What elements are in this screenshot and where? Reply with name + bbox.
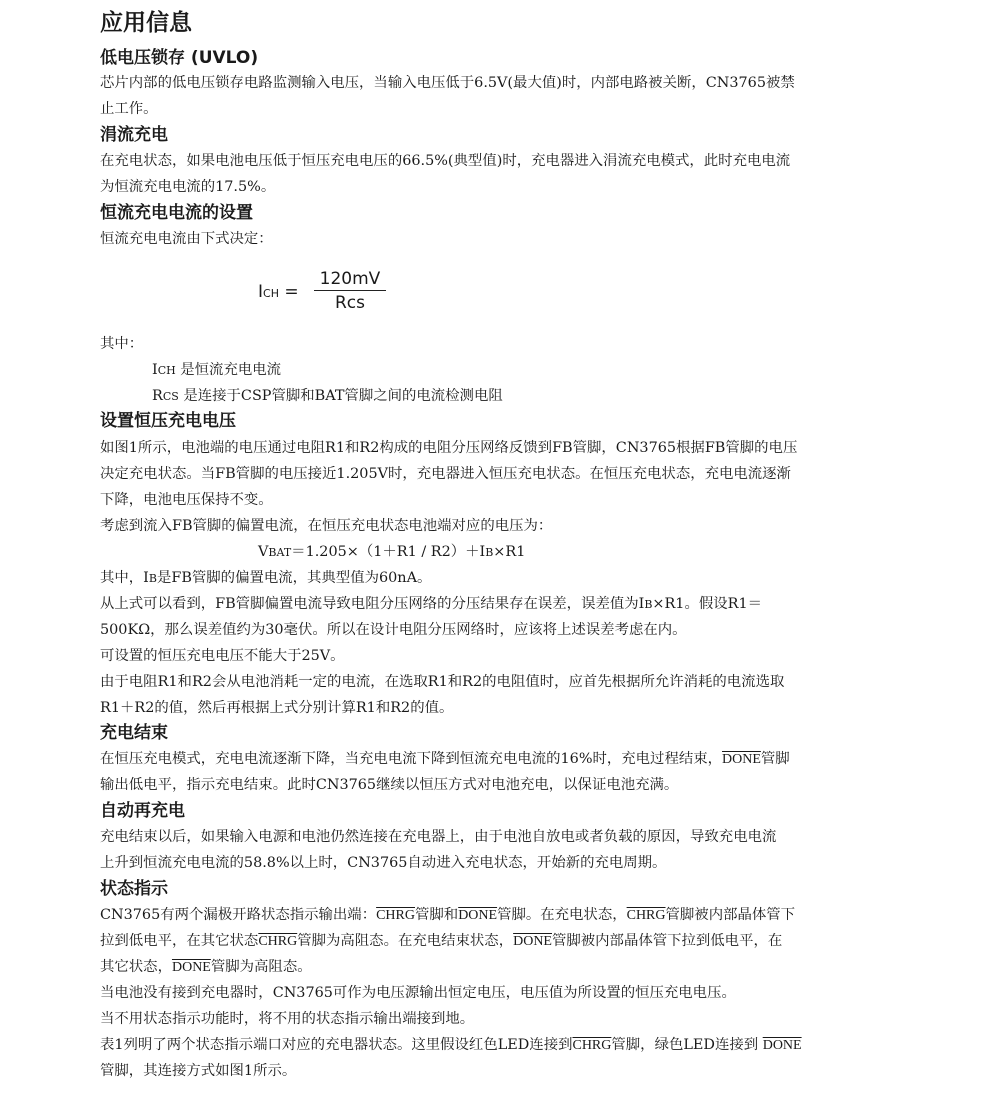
heading-cv: 设置恒压充电电压: [100, 411, 236, 431]
heading-uvlo: 低电压锁存 (UVLO): [100, 48, 259, 68]
cc-def-rcs: RCS 是连接于CSP管脚和BAT管脚之间的电流检测电阻: [152, 388, 503, 404]
heading-recharge: 自动再充电: [100, 801, 185, 821]
cv-line-9: 由于电阻R1和R2会从电池消耗一定的电流，在选取R1和R2的电阻值时，应首先根据所允许消耗的电流选取: [100, 674, 785, 690]
heading-cc: 恒流充电电流的设置: [100, 203, 253, 223]
cv-line-1: 如图1所示，电池端的电压通过电阻R1和R2构成的电阻分压网络反馈到FB管脚，CN3765根据FB管脚的电压: [100, 440, 798, 456]
done-pin-label: DONE: [458, 908, 498, 923]
done-pin-label: DONE: [171, 960, 211, 975]
status-line-6: 表1列明了两个状态指示端口对应的充电器状态。这里假设红色LED连接到CHRG管脚，绿色LED连接到 DONE: [100, 1037, 802, 1053]
done-pin-label: DONE: [513, 934, 552, 949]
status-line-7: 管脚，其连接方式如图1所示。: [100, 1063, 297, 1079]
cv-line-4: 考虑到流入FB管脚的偏置电流，在恒压充电状态电池端对应的电压为：: [100, 518, 553, 534]
cv-line-8: 可设置的恒压充电电压不能大于25V。: [100, 648, 345, 664]
formula-fraction: [314, 268, 386, 315]
end-line-2: 输出低电平，指示充电结束。此时CN3765继续以恒压方式对电池充电，以保证电池充满。: [100, 777, 679, 793]
cv-equation: VBAT＝1.205×（1＋R1 / R2）＋IB×R1: [258, 544, 526, 560]
heading-trickle: 涓流充电: [100, 125, 168, 145]
status-line-5: 当不用状态指示功能时，将不用的状态指示输出端接到地。: [100, 1011, 475, 1027]
recharge-line-1: 充电结束以后，如果输入电源和电池仍然连接在充电器上，由于电池自放电或者负载的原因，导致充电电流: [100, 829, 777, 845]
trickle-line-1: 在充电状态，如果电池电压低于恒压充电电压的66.5%(典型值)时，充电器进入涓流充电模式，此时充电电流: [100, 153, 791, 169]
chrg-pin-label: CHRG: [376, 908, 415, 923]
end-line-1: 在恒压充电模式，充电电流逐渐下降，当充电电流下降到恒流充电电流的16%时，充电过程结束，DONE管脚: [100, 751, 790, 767]
status-line-3: 其它状态，DONE管脚为高阻态。: [100, 959, 312, 975]
uvlo-line-1: 芯片内部的低电压锁存电路监测输入电压，当输入电压低于6.5V(最大值)时，内部电路被关断，CN3765被禁: [100, 75, 795, 91]
trickle-line-2: 为恒流充电电流的17.5%。: [100, 179, 276, 195]
cv-line-10: R1＋R2的值，然后再根据上式分别计算R1和R2的值。: [100, 700, 454, 716]
chrg-pin-label: CHRG: [572, 1038, 612, 1053]
recharge-line-2: 上升到恒流充电电流的58.8%以上时，CN3765自动进入充电状态，开始新的充电周期。: [100, 855, 667, 871]
heading-end: 充电结束: [100, 723, 168, 743]
cv-line-6: 从上式可以看到，FB管脚偏置电流导致电阻分压网络的分压结果存在误差，误差值为IB×R1。假设R1＝: [100, 596, 763, 612]
page-title: 应用信息: [100, 10, 192, 36]
cv-line-7: 500KΩ，那么误差值约为30毫伏。所以在设计电阻分压网络时，应该将上述误差考虑在内。: [100, 622, 687, 638]
cc-where: 其中：: [100, 336, 144, 352]
status-line-1: CN3765有两个漏极开路状态指示输出端：CHRG管脚和DONE管脚。在充电状态，CHRG管脚被内部晶体管下: [100, 907, 796, 923]
status-line-2: 拉到低电平，在其它状态CHRG管脚为高阻态。在充电结束状态，DONE管脚被内部晶体管下拉到低电平，在: [100, 933, 783, 949]
cc-line-1: 恒流充电电流由下式决定：: [100, 231, 273, 247]
cc-def-ich: ICH 是恒流充电电流: [152, 362, 282, 378]
done-pin-label: DONE: [722, 752, 761, 767]
formula-lhs: ICH =: [258, 282, 299, 302]
status-line-4: 当电池没有接到充电器时，CN3765可作为电压源输出恒定电压，电压值为所设置的恒压充电电压。: [100, 985, 736, 1001]
uvlo-line-2: 止工作。: [100, 101, 158, 117]
chrg-pin-label: CHRG: [258, 934, 298, 949]
cv-line-3: 下降，电池电压保持不变。: [100, 492, 273, 508]
formula-numerator: 120mV: [314, 268, 386, 291]
cv-line-2: 决定充电状态。当FB管脚的电压接近1.205V时，充电器进入恒压充电状态。在恒压充电状态，充电电流逐渐: [100, 466, 791, 482]
chrg-pin-label: CHRG: [626, 908, 666, 923]
formula-denominator: Rcs: [334, 293, 365, 313]
cv-line-5: 其中，IB是FB管脚的偏置电流，其典型值为60nA。: [100, 570, 432, 586]
done-pin-label: DONE: [762, 1038, 802, 1053]
heading-status: 状态指示: [100, 879, 168, 899]
